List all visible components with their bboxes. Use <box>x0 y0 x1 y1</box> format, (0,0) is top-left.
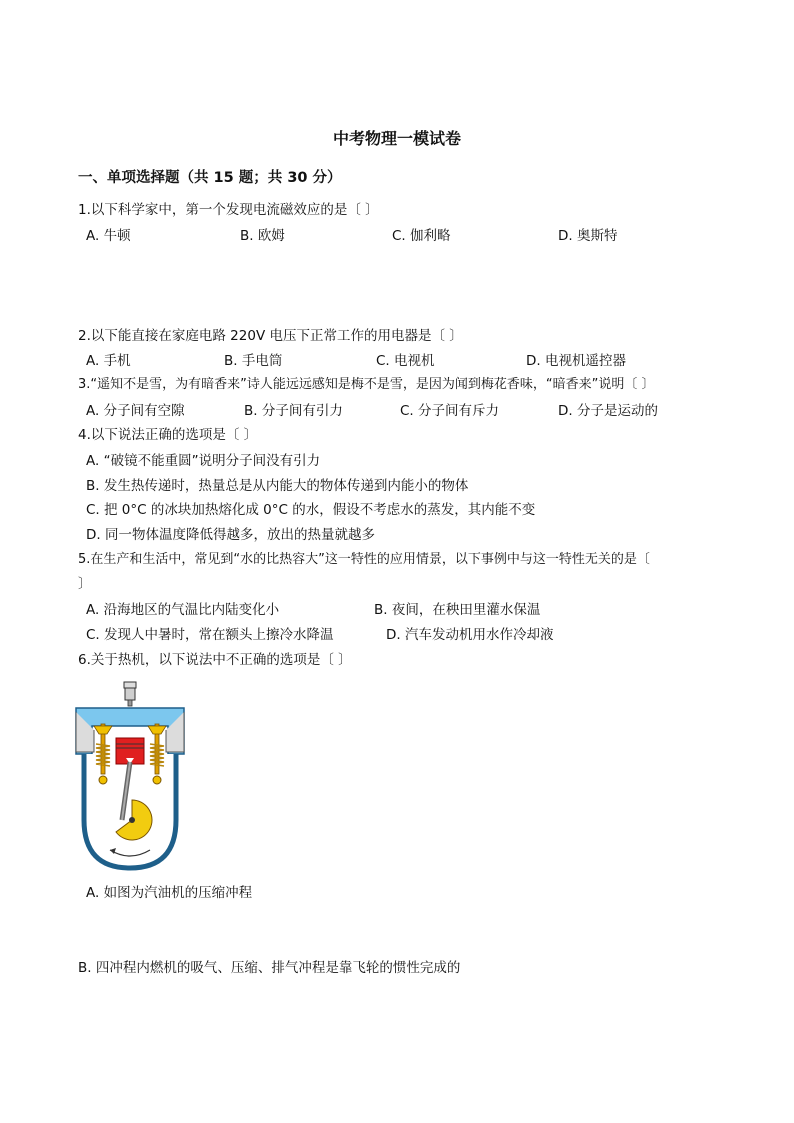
question-5-stem-end: 〕 <box>78 576 92 592</box>
question-4-option-d: D. 同一物体温度降低得越多，放出的热量就越多 <box>86 527 375 543</box>
question-4-option-c: C. 把 0°C 的冰块加热熔化成 0°C 的水，假设不考虑水的蒸发，其内能不变 <box>86 502 536 518</box>
question-2-option-b: B. 手电筒 <box>224 353 283 369</box>
question-5-option-b: B. 夜间，在秧田里灌水保温 <box>374 602 541 618</box>
question-4-stem: 4.以下说法正确的选项是〔 〕 <box>78 427 258 443</box>
question-3-stem: 3.“遥知不是雪，为有暗香来”诗人能远远感知是梅不是雪，是因为闻到梅花香味，“暗香来”说明〔 〕 <box>78 377 655 392</box>
question-1-option-c: C. 伽利略 <box>392 228 451 244</box>
question-6-stem: 6.关于热机，以下说法中不正确的选项是〔 〕 <box>78 652 352 668</box>
question-6-option-a: A. 如图为汽油机的压缩冲程 <box>86 885 253 901</box>
question-4-option-b: B. 发生热传递时，热量总是从内能大的物体传递到内能小的物体 <box>86 478 469 494</box>
question-5-option-d: D. 汽车发动机用水作冷却液 <box>386 627 554 643</box>
question-2-option-a: A. 手机 <box>86 353 131 369</box>
question-6-option-b: B. 四冲程内燃机的吸气、压缩、排气冲程是靠飞轮的惯性完成的 <box>78 960 461 976</box>
question-1-option-d: D. 奥斯特 <box>558 228 618 244</box>
question-3-option-c: C. 分子间有斥力 <box>400 403 500 419</box>
question-5-option-a: A. 沿海地区的气温比内陆变化小 <box>86 602 280 618</box>
question-2-option-c: C. 电视机 <box>376 353 435 369</box>
question-5-stem: 5.在生产和生活中，常见到“水的比热容大”这一特性的应用情景，以下事例中与这一特性无关的是〔 <box>78 552 650 567</box>
page-title: 中考物理一模试卷 <box>332 129 461 148</box>
question-1-option-a: A. 牛顿 <box>86 228 131 244</box>
question-4-option-a: A. “破镜不能重圆”说明分子间没有引力 <box>86 453 321 469</box>
question-2-option-d: D. 电视机遥控器 <box>526 353 626 369</box>
question-3-option-b: B. 分子间有引力 <box>244 403 343 419</box>
question-5-option-c: C. 发现人中暑时，常在额头上擦冷水降温 <box>86 627 334 643</box>
engine-cylinder-diagram <box>74 680 186 872</box>
question-3-option-a: A. 分子间有空隙 <box>86 403 185 419</box>
question-3-option-d: D. 分子是运动的 <box>558 403 658 419</box>
section-heading: 一、单项选择题（共 15 题；共 30 分） <box>78 170 342 186</box>
question-2-stem: 2.以下能直接在家庭电路 220V 电压下正常工作的用电器是〔 〕 <box>78 328 463 344</box>
question-1-option-b: B. 欧姆 <box>240 228 285 244</box>
question-1-stem: 1.以下科学家中，第一个发现电流磁效应的是〔 〕 <box>78 202 379 218</box>
